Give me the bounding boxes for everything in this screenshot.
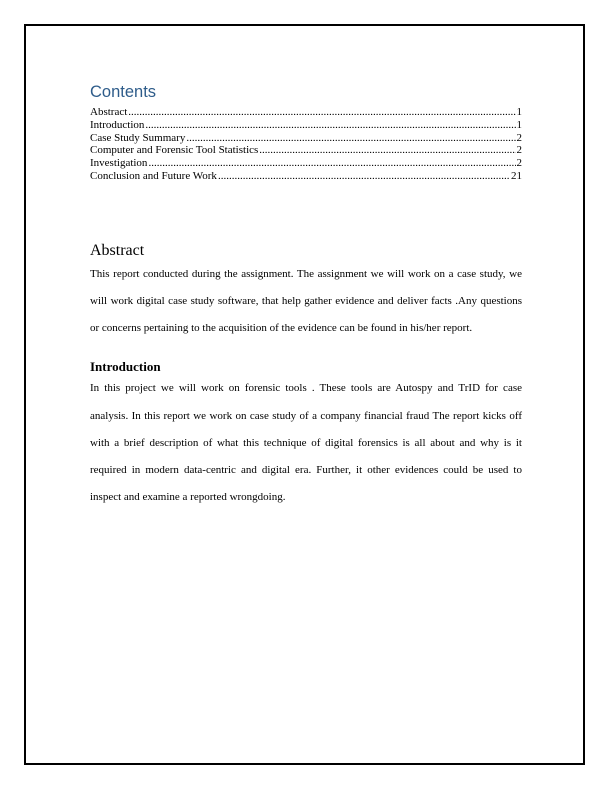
- toc-entry-page: 21: [511, 169, 522, 182]
- toc-leader-dots: [259, 144, 515, 157]
- toc-entry-page: 2: [516, 144, 522, 157]
- toc-entry-conclusion[interactable]: [90, 170, 522, 183]
- introduction-heading: Introduction: [90, 359, 161, 375]
- abstract-heading: Abstract: [90, 241, 145, 259]
- document-content: [90, 82, 522, 511]
- table-of-contents: [90, 106, 522, 183]
- introduction-paragraph: In this project we will work on forensic tools . These tools are Autospy and TrID for case analysis. In this report we work on case study of a company financial fraud The report kicks off with a brief description of what this technique of digital forensics is all about and why is it required in modern data-centric and digital era. Further, it other evidences could be used to inspect and examine a reported wrongdoing.: [90, 382, 522, 504]
- toc-leader-dots: [186, 132, 515, 145]
- toc-entry-label: Case Study Summary: [90, 131, 186, 144]
- toc-title: Contents: [90, 83, 157, 101]
- toc-entry-label: Introduction: [90, 118, 145, 131]
- toc-entry-label: Computer and Forensic Tool Statistics: [90, 144, 259, 157]
- toc-entry-page: 1: [516, 106, 522, 118]
- abstract-paragraph: This report conducted during the assignment. The assignment we will work on a case study, we will work digital case study software, that help gather evidence and deliver facts .Any questions or concerns pertaining to the acquisition of the evidence can be found in his/her report.: [90, 267, 522, 335]
- toc-entry-introduction[interactable]: [90, 119, 522, 132]
- toc-entry-abstract[interactable]: [90, 106, 522, 119]
- toc-entry-page: 2: [516, 131, 522, 144]
- toc-leader-dots: [128, 106, 515, 119]
- toc-entry-tool-statistics[interactable]: [90, 144, 522, 157]
- toc-entry-case-study-summary[interactable]: [90, 132, 522, 145]
- toc-entry-label: Conclusion and Future Work: [90, 169, 217, 182]
- toc-leader-dots: [145, 119, 515, 132]
- toc-entry-investigation[interactable]: [90, 157, 522, 170]
- toc-leader-dots: [218, 170, 510, 183]
- toc-leader-dots: [148, 157, 515, 170]
- toc-entry-label: Abstract: [90, 106, 128, 118]
- toc-entry-label: Investigation: [90, 157, 148, 170]
- toc-entry-page: 2: [516, 157, 522, 170]
- toc-entry-page: 1: [516, 118, 522, 131]
